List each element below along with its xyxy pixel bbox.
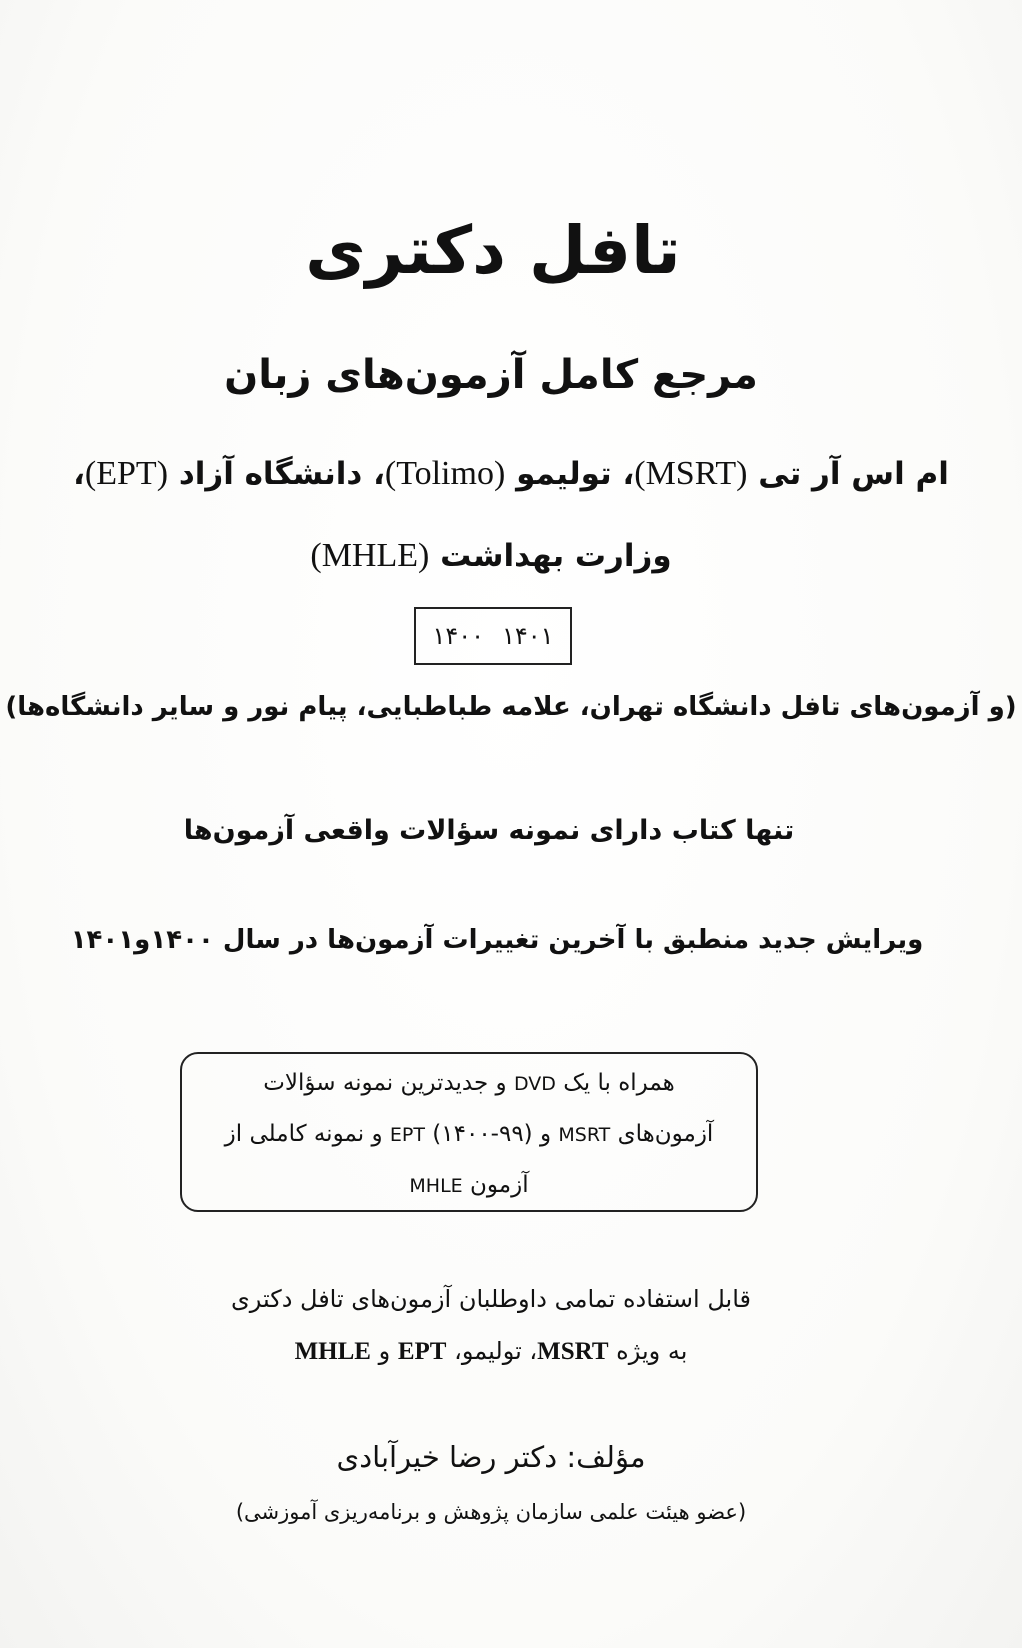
year-box bbox=[414, 607, 572, 665]
dvd-text-a: همراه با یک bbox=[563, 1070, 675, 1096]
dvd-ept-label: EPT bbox=[389, 1124, 425, 1146]
exam-mhle-persian: وزارت بهداشت bbox=[440, 538, 672, 574]
author-affiliation: (عضو هیئت علمی سازمان پژوهش و برنامه‌ریزی آموزشی) bbox=[235, 1500, 747, 1524]
year-1401: ۱۴۰۱ bbox=[502, 622, 554, 650]
dvd-and-text: و bbox=[539, 1121, 552, 1147]
usable-line-1: قابل استفاده تمامی داوطلبان آزمون‌های تافل دکتری bbox=[231, 1285, 751, 1313]
exams-line-2 bbox=[0, 537, 1002, 575]
dvd-exams-text: آزمون‌های bbox=[617, 1121, 714, 1147]
dvd-msrt-label: MSRT bbox=[558, 1124, 611, 1146]
dvd-box-line-3 bbox=[182, 1160, 756, 1211]
dvd-text-b: و جدیدترین نمونه سؤالات bbox=[263, 1070, 507, 1096]
dvd-box-line-1 bbox=[182, 1058, 756, 1109]
usable-line-2 bbox=[0, 1337, 1002, 1366]
usable-mhle-label: MHLE bbox=[294, 1338, 371, 1365]
exam-mhle-latin: (MHLE) bbox=[310, 537, 430, 574]
dvd-info-box bbox=[180, 1052, 758, 1212]
exam-tolimo-persian: ، تولیمو bbox=[516, 456, 635, 492]
year-1400: ۱۴۰۰ bbox=[432, 622, 484, 650]
usable-tolimo-text: ، تولیمو، bbox=[454, 1337, 538, 1365]
new-edition-line: ویرایش جدید منطبق با آخرین تغییرات آزمون‌ها در سال ۱۴۰۰و۱۴۰۱ bbox=[70, 925, 924, 955]
author-line: مؤلف: دکتر رضا خیرآبادی bbox=[336, 1440, 646, 1474]
exams-line-1 bbox=[0, 455, 1022, 493]
dvd-exam-text: آزمون bbox=[470, 1172, 529, 1198]
universities-line: (و آزمون‌های تافل دانشگاه تهران، علامه طباطبایی، پیام نور و سایر دانشگاه‌ها) bbox=[5, 692, 1017, 722]
exam-ept-latin: (EPT) bbox=[84, 455, 169, 492]
exam-msrt-latin: (MSRT) bbox=[634, 455, 748, 492]
book-title: تافل دکتری bbox=[305, 212, 681, 289]
usable-especially-text: به ویژه bbox=[616, 1337, 688, 1365]
usable-msrt-label: MSRT bbox=[537, 1338, 609, 1365]
dvd-years-text: (۱۴۰۰-۹۹) و نمونه کاملی از bbox=[224, 1121, 533, 1147]
exam-msrt-persian: ام اس آر تی bbox=[758, 456, 949, 492]
usable-ept-label: EPT bbox=[397, 1338, 447, 1365]
dvd-box-line-2 bbox=[182, 1109, 756, 1160]
only-book-line: تنها کتاب دارای نمونه سؤالات واقعی آزمون‌ها bbox=[183, 815, 795, 846]
dvd-mhle-label: MHLE bbox=[409, 1175, 463, 1197]
exams-line-1-comma: ، bbox=[73, 456, 85, 492]
usable-and-text: و bbox=[378, 1337, 391, 1365]
book-subtitle: مرجع کامل آزمون‌های زبان bbox=[224, 352, 758, 398]
exam-ept-persian: ، دانشگاه آزاد bbox=[178, 456, 385, 492]
dvd-label: DVD bbox=[513, 1073, 556, 1095]
exam-tolimo-latin: (Tolimo) bbox=[384, 455, 506, 492]
